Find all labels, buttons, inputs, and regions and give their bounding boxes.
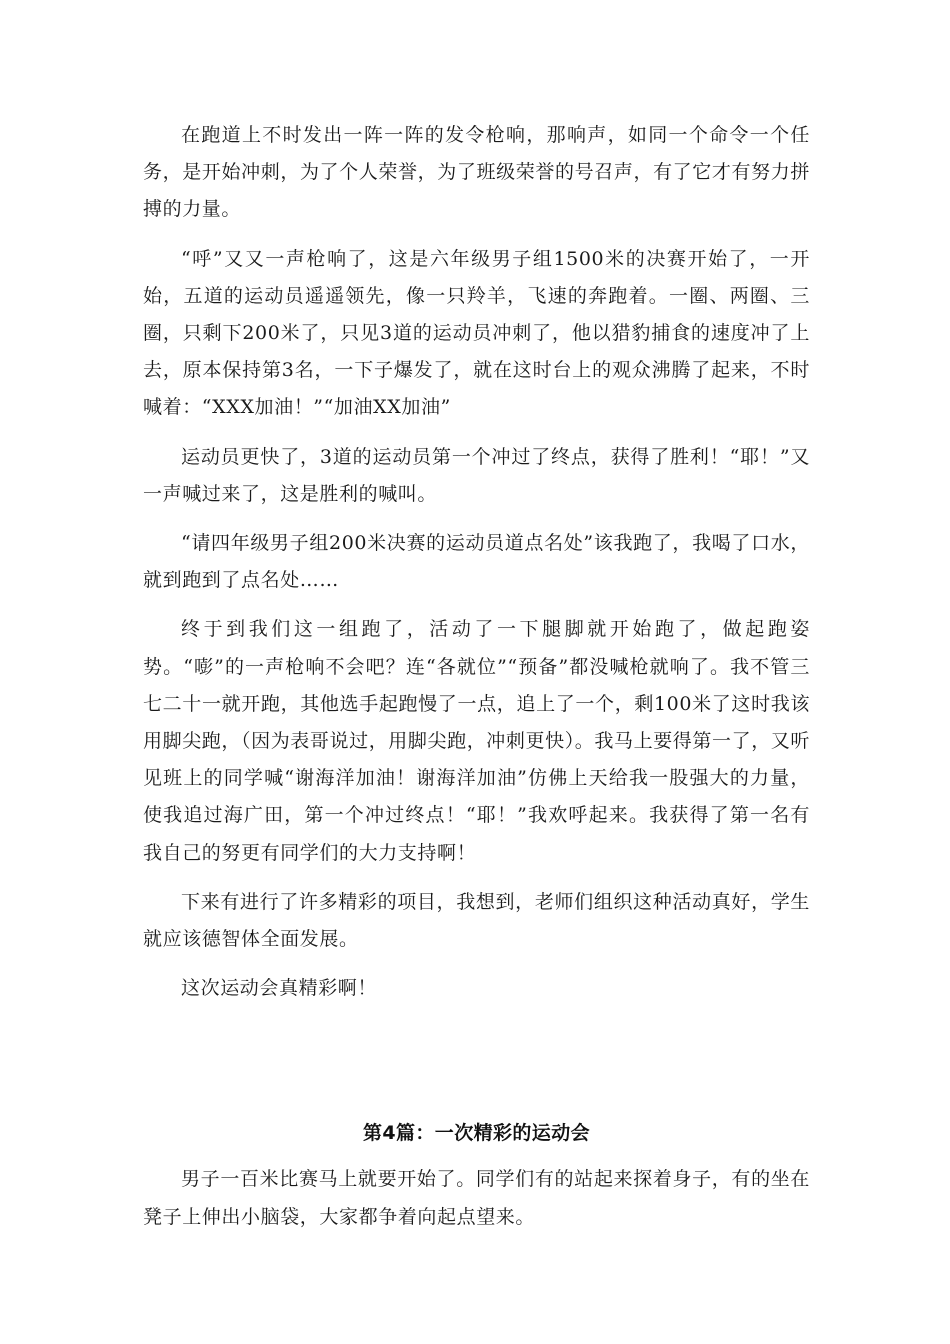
paragraph-my-race: 终于到我们这一组跑了，活动了一下腿脚就开始跑了，做起跑姿势。“嘭”的一声枪响不会吧？连“各就位”“预备”都没喊枪就响了。我不管三七二十一就开跑，其他选手起跑慢了一点，追上了一个，剩100米了这时我该用脚尖跑，（因为表哥说过，用脚尖跑，冲刺更快）。我马上要得第一了，又听见班上的同学喊“谢海洋加油！谢海洋加油”仿佛上天给我一股强大的力量，使我追过海广田，第一个冲过终点！“耶！”我欢呼起来。我获得了第一名有我自己的努更有同学们的大力支持啊！ [143, 618, 811, 864]
paragraph-1500m-final: “呼”又又一声枪响了，这是六年级男子组1500米的决赛开始了，一开始，五道的运动员遥遥领先，像一只羚羊，飞速的奔跑着。一圈、两圈、三圈，只剩下200米了，只见3道的运动员冲刺了，他以猎豹捕食的速度冲了上去，原本保持第3名，一下子爆发了，就在这时台上的观众沸腾了起来，不时喊着：“XXX加油！”“加油XX加油” [143, 247, 810, 419]
paragraph-lane3-victory: 运动员更快了，3道的运动员第一个冲过了终点，获得了胜利！“耶！”又一声喊过来了，这是胜利的喊叫。 [143, 445, 810, 505]
paragraph-starting-gun: 在跑道上不时发出一阵一阵的发令枪响，那响声，如同一个命令一个任务，是开始冲刺，为了个人荣誉，为了班级荣誉的号召声，有了它才有努力拼搏的力量。 [143, 124, 810, 221]
section-heading: 第4篇：一次精彩的运动会 [362, 1122, 591, 1145]
document-body [143, 117, 810, 1248]
paragraph-100m-start: 男子一百米比赛马上就要开始了。同学们有的站起来探着身子，有的坐在凳子上伸出小脑袋，大家都争着向起点望来。 [143, 1168, 810, 1228]
paragraph-conclusion: 这次运动会真精彩啊！ [181, 977, 378, 1000]
paragraph-200m-rollcall: “请四年级男子组200米决赛的运动员道点名处”该我跑了，我喝了口水，就到跑到了点名处…… [143, 532, 810, 592]
section-gap [143, 1019, 810, 1115]
paragraph-reflection: 下来有进行了许多精彩的项目，我想到，老师们组织这种活动真好，学生就应该德智体全面发展。 [143, 890, 810, 951]
